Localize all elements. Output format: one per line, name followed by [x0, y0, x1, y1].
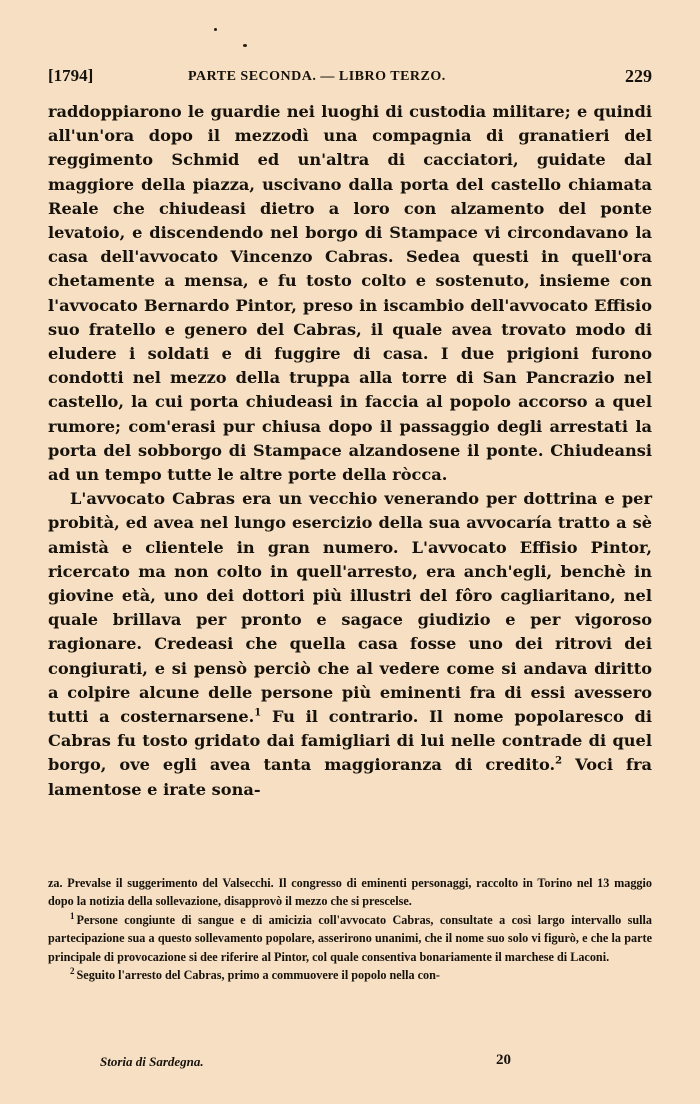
page-number: 229	[625, 66, 652, 86]
header-title: PARTE SECONDA. — LIBRO TERZO.	[188, 69, 446, 84]
footnotes	[48, 874, 652, 984]
signature-line	[100, 1054, 520, 1074]
paragraph-2	[48, 487, 652, 802]
running-head	[48, 66, 652, 92]
header-year: [1794]	[48, 66, 94, 85]
footnote-1-text: Persone congiunte di sangue e di amicizia coll'avvocato Cabras, consultate a così largo intervallo sulla partecipazione sua a questo sollevamento popolare, asserirono unanimi, che il nome suo solo vi figurò, e che la parte principale di provocazione si dee riferire al Pintor, col quale consentiva bonariamente il marchese di Laconi.	[48, 912, 652, 964]
footnote-2	[48, 966, 652, 984]
footnote-ref-1: 1	[254, 707, 262, 719]
signature-title: Storia di Sardegna.	[100, 1054, 204, 1069]
footnote-ref-2: 2	[555, 756, 563, 768]
footnote-1	[48, 911, 652, 966]
footnote-1-number: 1	[70, 910, 75, 921]
footnote-2-text: Seguito l'arresto del Cabras, primo a commuovere il popolo nella con-	[76, 968, 440, 983]
main-text	[48, 100, 652, 802]
paragraph-2-part-3: Voci fra lamentose e irate sona-	[48, 755, 652, 799]
footnote-continuation: za. Prevalse il suggerimento del Valsecchi. Il congresso di eminenti personaggi, raccolto in Torino nel 13 maggio dopo la notizia della sollevazione, disapprovò il mezzo che si prescelse.	[48, 876, 652, 909]
footnote-2-number: 2	[70, 965, 75, 976]
signature-number: 20	[496, 1052, 511, 1068]
ink-speck	[243, 44, 247, 47]
paragraph-1: raddoppiarono le guardie nei luoghi di custodia militare; e quindi all'un'ora dopo il mezzodì una compagnia di granatieri del reggimento Schmid ed un'altra di cacciatori, guidate dal maggiore della piazza, uscivano dalla porta del castello chiamata Reale che chiudeasi dietro a loro con alzamento del ponte levatoio, e discendendo nel borgo di Stampace vi circondavano la casa dell'avvocato Vincenzo Cabras. Sedea questi in quell'ora chetamente a mensa, e fu tosto colto e sostenuto, insieme con l'avvocato Bernardo Pintor, preso in iscambio dell'avvocato Effisio suo fratello e genero del Cabras, il quale avea trovato modo di eludere i soldati e di fuggire di casa. I due prigioni furono condotti nel mezzo della truppa alla torre di San Pancrazio nel castello, la cui porta chiudeasi in faccia al popolo accorso a quel rumore; com'erasi pur chiusa dopo il passaggio degli arrestati la porta del sobborgo di Stampace alzandosene il ponte. Chiudeansi ad un tempo tutte le altre porte della ròcca.	[48, 102, 652, 485]
paragraph-2-part-1: L'avvocato Cabras era un vecchio venerando per dottrina e per probità, ed avea nel lungo esercizio della sua avvocaría tratto a sè amistà e clientele in gran numero. L'avvocato Effisio Pintor, ricercato ma non colto in quell'arresto, era anch'egli, benchè in giovine età, uno dei dottori più illustri del fôro cagliaritano, nel quale brillava per pronto e sagace giudizio e per vigoroso ragionare. Credeasi che quella casa fosse uno dei ritrovi dei congiurati, e si pensò perciò che al vedere come si andava diritto a colpire alcune delle persone più eminenti fra di essi avessero tutti a costernarsene.	[48, 489, 652, 727]
ink-speck	[214, 28, 217, 31]
paragraph-2-part-2: Fu il contrario. Il nome popolaresco di Cabras fu tosto gridato dai famigliari di lui nelle contrade di quel borgo, ove egli avea tanta maggioranza di credito.	[48, 707, 652, 775]
